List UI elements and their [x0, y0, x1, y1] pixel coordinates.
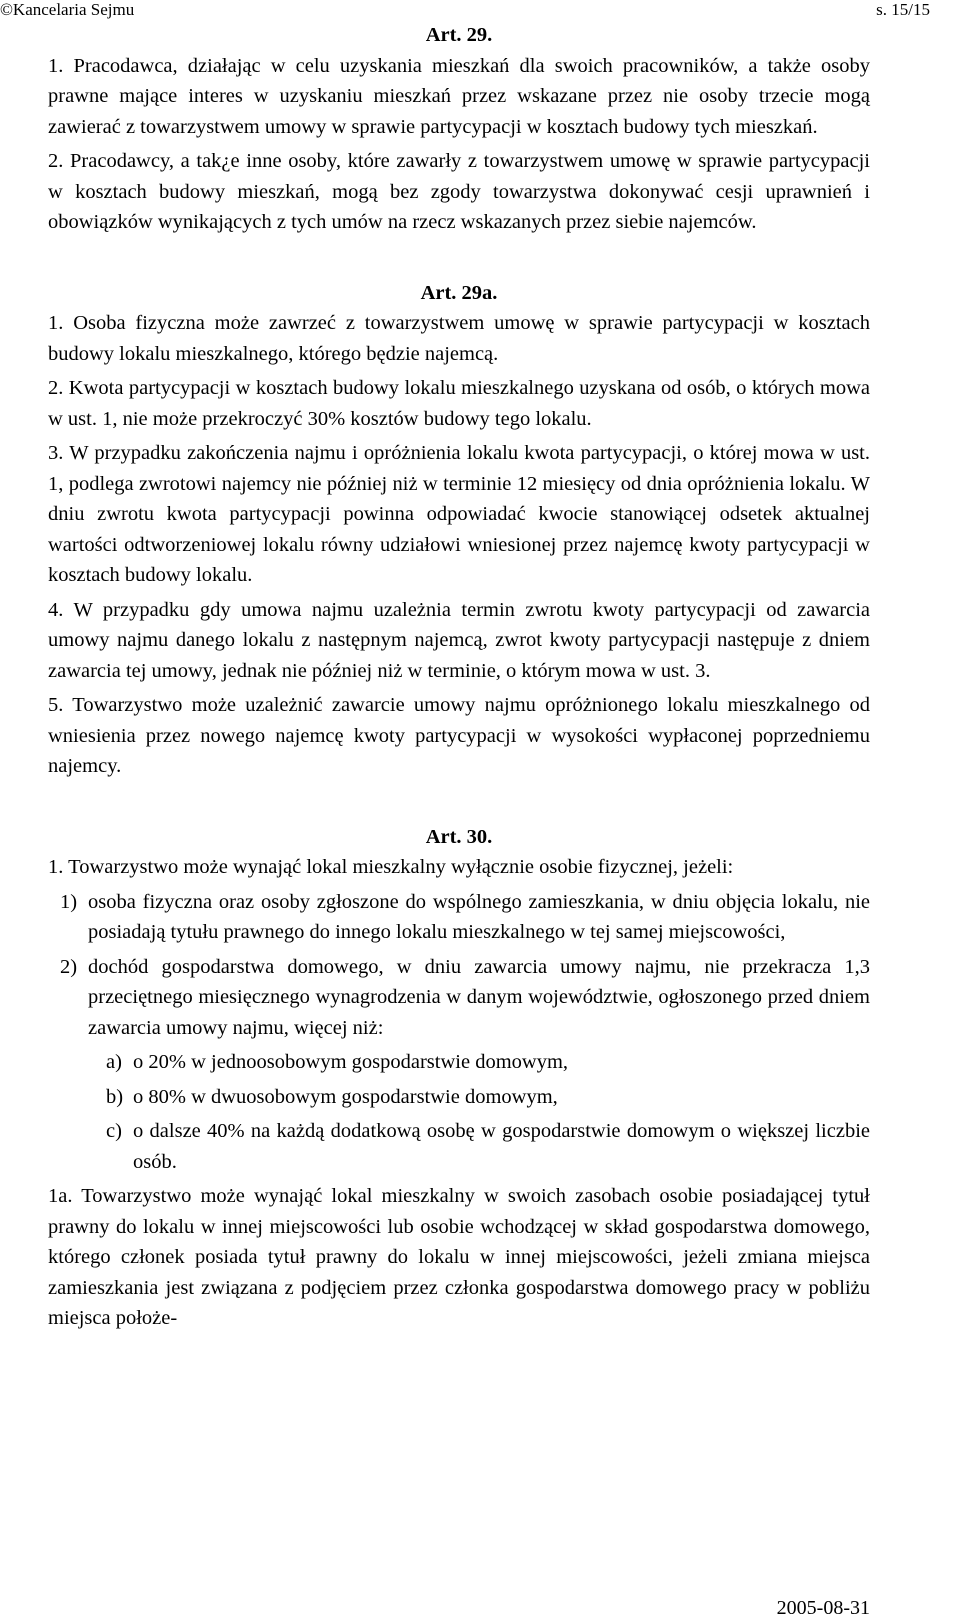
subitem-letter: a)	[106, 1051, 122, 1073]
item-text: osoba fizyczna oraz osoby zgłoszone do wspólnego zamieszkania, w dniu objęcia lokalu, nie posiadają tytułu prawnego do innego lokalu mieszkalnego w tej samej miejscowości,	[88, 890, 870, 943]
article-29a-paragraph-5: 5. Towarzystwo może uzależnić zawarcie umowy najmu opróżnionego lokalu mieszkalnego od wniesienia przez nowego najemcę kwoty partycypacji w wysokości wypłaconej poprzedniemu najemcy.	[48, 694, 870, 777]
subitem-text: o 20% w jednoosobowym gospodarstwie domowym,	[133, 1051, 569, 1073]
subitem-letter: c)	[106, 1120, 122, 1142]
copyright-label: ©Kancelaria Sejmu	[0, 0, 135, 19]
article-29a-paragraph-2: 2. Kwota partycypacji w kosztach budowy lokalu mieszkalnego uzyskana od osób, o których mowa w ust. 1, nie może przekroczyć 30% kosztów budowy tego lokalu.	[48, 377, 870, 430]
article-29a-paragraph-1: 1. Osoba fizyczna może zawrzeć z towarzystwem umowę w sprawie partycypacji w kosztach budowy lokalu mieszkalnego, którego będzie najemcą.	[48, 312, 870, 365]
page-header	[0, 0, 930, 20]
item-number: 2)	[60, 955, 78, 978]
article-30-item-2	[48, 952, 870, 1044]
page-number: s. 15/15	[876, 0, 930, 19]
article-29a-paragraph-3: 3. W przypadku zakończenia najmu i opróżnienia lokalu kwota partycypacji, o której mowa w ust. 1, podlega zwrotowi najemcy nie później niż w terminie 12 miesięcy od dnia opróżnienia lokalu. W dniu zwrotu kwota partycypacji powinna odpowiadać kwocie stanowiącej odsetek aktualnej wartości odtworzeniowej lokalu równy udziałowi wniesionej przez najemcę kwoty partycypacji w kosztach budowy lokalu.	[48, 442, 870, 586]
article-29-title: Art. 29.	[425, 24, 493, 46]
subitem-text: o 80% w dwuosobowym gospodarstwie domowym,	[133, 1085, 558, 1108]
article-30-subitem-c	[48, 1116, 870, 1177]
subitem-letter: b)	[106, 1085, 124, 1108]
article-29-paragraph-1: 1. Pracodawca, działając w celu uzyskania mieszkań dla swoich pracowników, a także osoby prawne mające interes w uzyskaniu mieszkań przez wskazane przez nie osoby trzecie mogą zawierać z towarzystwem umowy w sprawie partycypacji w kosztach budowy tych mieszkań.	[48, 54, 870, 138]
article-30-paragraph-1: 1. Towarzystwo może wynająć lokal mieszkalny wyłącznie osobie fizycznej, jeżeli:	[48, 856, 734, 878]
item-number: 1)	[60, 890, 78, 913]
document-date: 2005-08-31	[776, 1597, 870, 1619]
item-text: dochód gospodarstwa domowego, w dniu zawarcia umowy najmu, nie przekracza 1,3 przeciętnego miesięcznego wynagrodzenia w danym województwie, ogłoszonego przed dniem zawarcia umowy najmu, więcej niż:	[88, 955, 870, 1039]
article-30-subitem-a	[48, 1047, 870, 1078]
document-body	[48, 20, 870, 1334]
article-30-subitem-b	[48, 1082, 870, 1113]
article-30-title: Art. 30.	[425, 825, 493, 848]
article-29a-paragraph-4: 4. W przypadku gdy umowa najmu uzależnia termin zwrotu kwoty partycypacji od zawarcia umowy najmu danego lokalu z następnym najemcą, zwrot kwoty partycypacji następuje z dniem zawarcia tej umowy, jednak nie później niż w terminie, o którym mowa w ust. 3.	[48, 598, 870, 682]
article-29a-title: Art. 29a.	[420, 281, 498, 304]
subitem-text: o dalsze 40% na każdą dodatkową osobę w gospodarstwie domowym o większej liczbie osób.	[133, 1120, 870, 1173]
article-29-paragraph-2: 2. Pracodawcy, a tak¿e inne osoby, które zawarły z towarzystwem umowę w sprawie partycypacji w kosztach budowy mieszkań, mogą bez zgody towarzystwa dokonywać cesji uprawnień i obowiązków wynikających z tych umów na rzecz wskazanych przez siebie najemców.	[48, 150, 870, 233]
article-30-paragraph-1a: 1a. Towarzystwo może wynająć lokal mieszkalny w swoich zasobach osobie posiadającej tytuł prawny do lokalu w innej miejscowości lub osobie wchodzącej w skład gospodarstwa domowego, którego członek posiada tytuł prawny do lokalu w innej miejscowości, jeżeli zmiana miejsca zamieszkania jest związana z podjęciem przez członka gospodarstwa domowego pracy w pobliżu miejsca położe-	[48, 1185, 870, 1329]
article-30-item-1	[48, 887, 870, 948]
